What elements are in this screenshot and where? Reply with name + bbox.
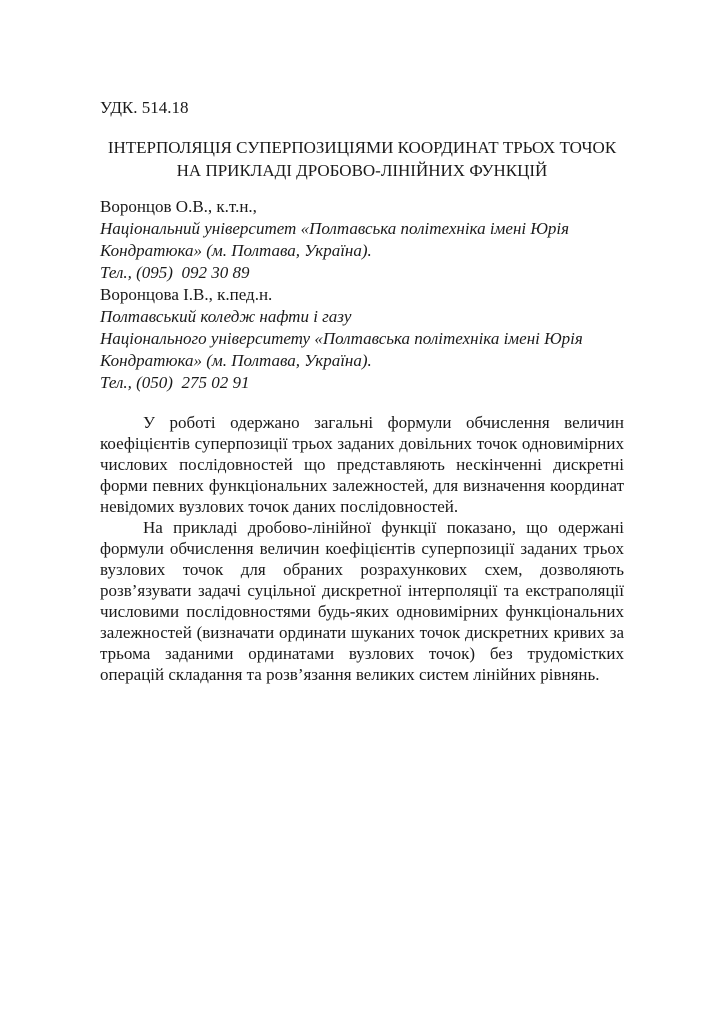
author-2-affiliation: Національного університету «Полтавська політехніка імені Юрія Кондратюка» (м. Полтава, Україна). (100, 329, 583, 370)
author-1-name: Воронцов О.В., к.т.н., (100, 197, 257, 216)
abstract-paragraph-1: У роботі одержано загальні формули обчислення величин коефіцієнтів суперпозиції трьох заданих довільних точок одновимірних числових послідовностей що представляють нескінченні дискретні форми певних функціональних залежностей, для визначення координат невідомих вузлових точок даних послідовностей. (100, 413, 624, 516)
paper-title-line-1: ІНТЕРПОЛЯЦІЯ СУПЕРПОЗИЦІЯМИ КООРДИНАТ ТРЬОХ ТОЧОК (107, 138, 617, 157)
abstract-paragraph-2: На прикладі дробово-лінійної функції показано, що одержані формули обчислення величин коефіцієнтів суперпозиції заданих трьох вузлових точок для обраних розрахункових схем, дозволяють розв’язувати задачі суцільної дискретної інтерполяції та екстраполяції числовими послідовностями будь-яких одновимірних функціональних залежностей (визначати ординати шуканих точок дискретних кривих за трьома заданими ординатами вузлових точок) без трудомістких операцій складання та розв’язання великих систем лінійних рівнянь. (100, 518, 624, 684)
author-1-affiliation: Національний університет «Полтавська політехніка імені Юрія Кондратюка» (м. Полтава, Україна). (100, 219, 570, 260)
authors-block (100, 196, 624, 394)
author-2-name: Воронцова І.В., к.пед.н. (100, 285, 273, 304)
author-1-phone: Тел., (095) 092 30 89 (100, 263, 250, 282)
author-2-college: Полтавський коледж нафти і газу (100, 307, 352, 326)
udc-number: УДК. 514.18 (100, 98, 189, 117)
paper-title-line-2: НА ПРИКЛАДІ ДРОБОВО-ЛІНІЙНИХ ФУНКЦІЙ (176, 161, 548, 180)
abstract (100, 412, 624, 685)
author-2-phone: Тел., (050) 275 02 91 (100, 373, 250, 392)
paper-title (100, 136, 624, 182)
